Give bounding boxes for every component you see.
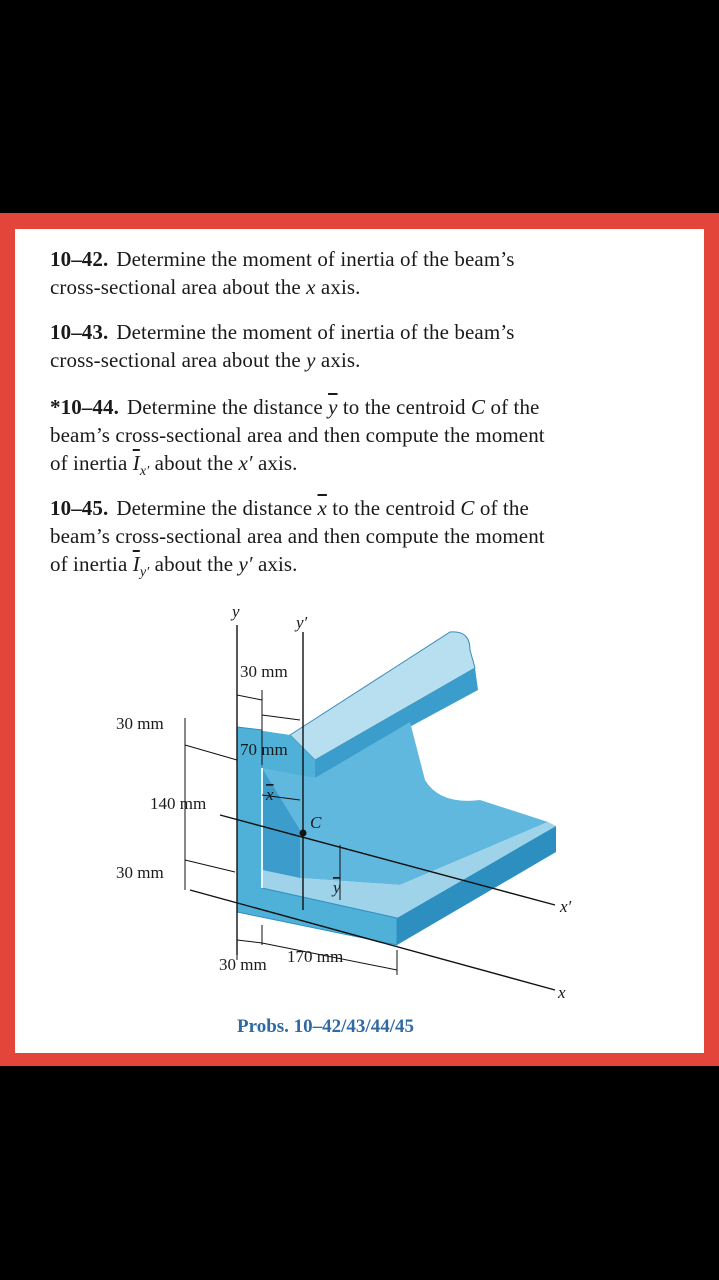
problem-number: *10–44. <box>50 395 119 419</box>
centroid-label: C <box>310 813 322 832</box>
problem-text: axis. <box>315 348 361 372</box>
inertia-subscript: y′ <box>139 565 150 581</box>
problem-number: 10–45. <box>50 496 109 520</box>
centroid-symbol: C <box>460 496 475 520</box>
axis-symbol: x <box>306 275 316 299</box>
problem-text: cross-sectional area about the <box>50 275 307 299</box>
figure-caption: Probs. 10–42/43/44/45 <box>237 1016 414 1037</box>
problem-text: about the <box>149 552 239 576</box>
dim-label-170mm: 170 mm <box>287 947 344 966</box>
xbar-label: x <box>266 785 274 804</box>
y-axis-label: y <box>232 602 240 621</box>
axis-symbol: y <box>306 348 316 372</box>
x-axis-label: x <box>558 983 566 1002</box>
xbar-symbol: $\overline{x}$ <box>317 496 327 520</box>
problem-text: axis. <box>252 451 298 475</box>
dim-label-140mm: 140 mm <box>150 794 207 813</box>
inertia-subscript: x′ <box>139 464 150 480</box>
dim-label-30mm-top: 30 mm <box>240 662 288 681</box>
problem-text: of inertia <box>50 451 133 475</box>
problem-text: Determine the distance <box>116 496 318 520</box>
problem-text: of the <box>485 395 540 419</box>
axis-symbol: x′ <box>238 451 253 475</box>
dim-label-30mm-web: 30 mm <box>219 955 267 974</box>
problem-text: axis. <box>252 552 298 576</box>
problem-text: of the <box>474 496 529 520</box>
problem-text: to the centroid <box>326 496 461 520</box>
problem-text: Determine the moment of inertia of the beam’s <box>116 320 515 344</box>
problem-text: Determine the moment of inertia of the beam’s <box>116 247 515 271</box>
ybar-label: y <box>333 878 341 897</box>
ybar-symbol: $\overline{y}$ <box>328 395 338 419</box>
dim-line <box>262 715 300 720</box>
problem-text: of inertia <box>50 552 133 576</box>
problem-number: 10–42. <box>50 247 109 271</box>
problem-text: beam’s cross-sectional area and then compute the moment <box>50 524 545 548</box>
problem-text: cross-sectional area about the <box>50 348 307 372</box>
x-prime-axis-label: x′ <box>560 897 572 916</box>
y-prime-axis-label: y′ <box>296 613 308 632</box>
dim-line <box>185 860 235 872</box>
problem-text: beam’s cross-sectional area and then compute the moment <box>50 423 545 447</box>
problem-text: about the <box>149 451 239 475</box>
centroid-symbol: C <box>471 395 486 419</box>
dim-line <box>237 695 262 700</box>
axis-symbol: y′ <box>238 552 253 576</box>
centroid-dot <box>300 830 307 837</box>
inertia-symbol: $\overline{I}$ <box>132 552 140 576</box>
problem-text: Determine the distance <box>126 395 329 419</box>
inertia-symbol: $\overline{I}$ <box>132 451 140 475</box>
problem-number: 10–43. <box>50 320 109 344</box>
dim-label-30mm-flange: 30 mm <box>116 714 164 733</box>
dim-line <box>237 940 262 943</box>
dim-label-30mm-bottom: 30 mm <box>116 863 164 882</box>
dim-line <box>185 745 237 760</box>
problem-text: axis. <box>315 275 361 299</box>
dim-label-70mm: 70 mm <box>240 740 288 759</box>
problem-text: to the centroid <box>337 395 472 419</box>
